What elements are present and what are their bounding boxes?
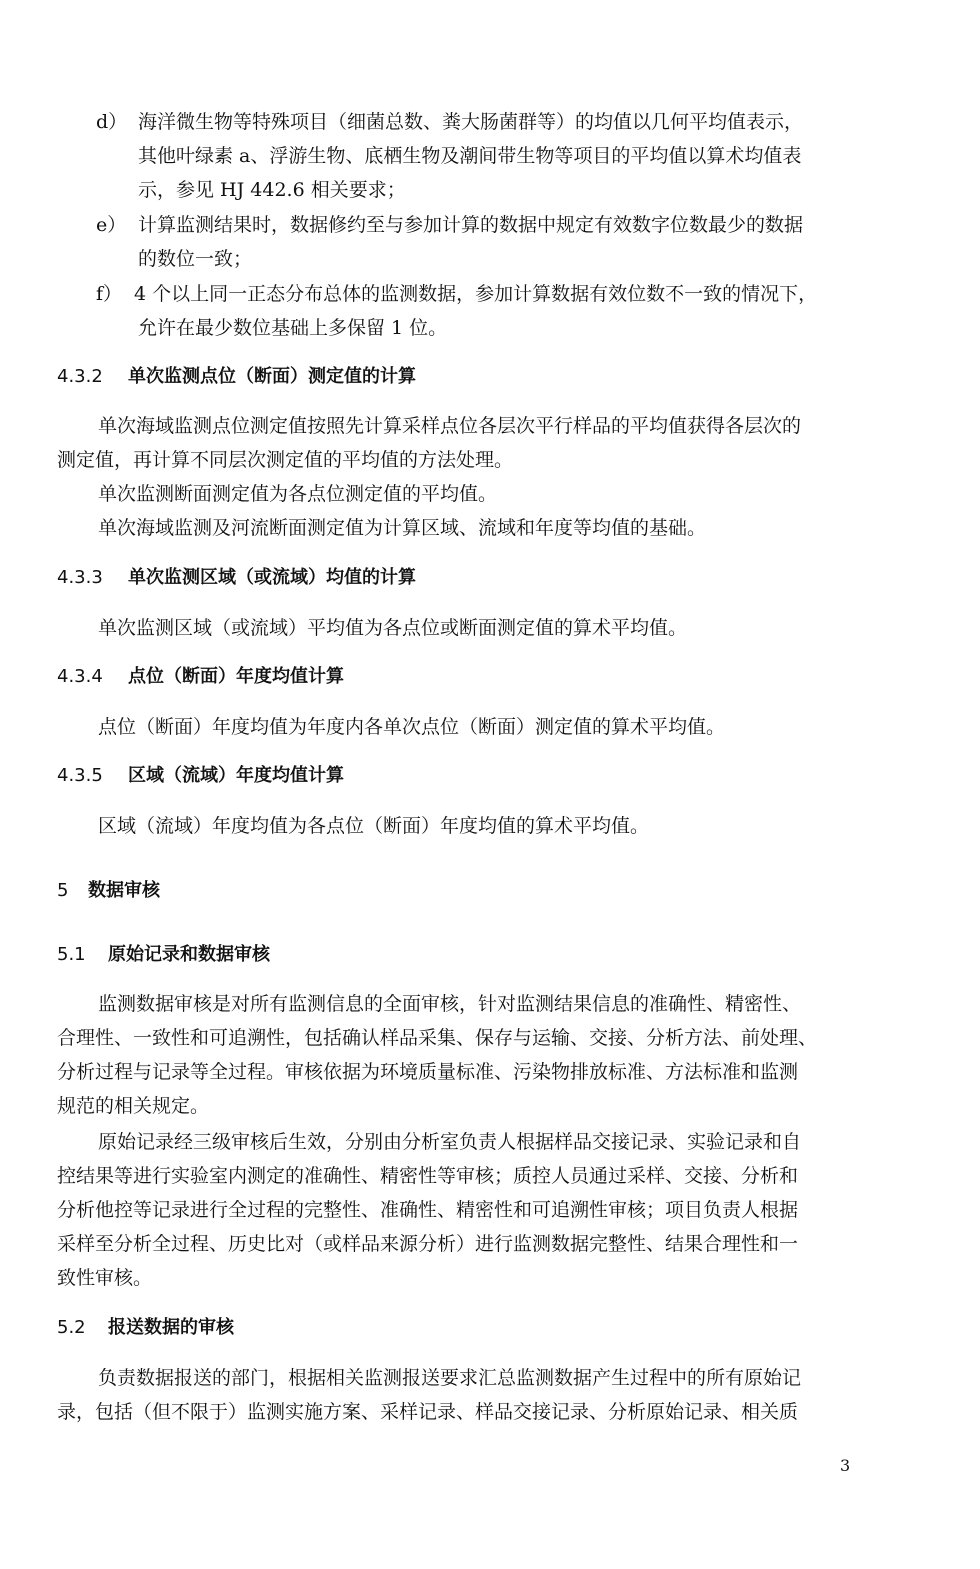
paragraph-line: 区域（流域）年度均值为各点位（断面）年度均值的算术平均值。 [98,815,650,837]
paragraph-line: 控结果等进行实验室内测定的准确性、精密性等审核；质控人员通过采样、交接、分析和 [57,1165,799,1187]
list-item-e-line-1: 计算监测结果时，数据修约至与参加计算的数据中规定有效数字位数最少的数据 [138,214,804,236]
section-heading-4-3-2 [57,362,416,392]
paragraph-line: 致性审核。 [57,1267,153,1289]
section-heading-5-2 [57,1313,234,1343]
paragraph-line: 点位（断面）年度均值为年度内各单次点位（断面）测定值的算术平均值。 [98,716,726,738]
section-title: 区域（流域）年度均值计算 [128,765,344,786]
chapter-number: 5 [57,880,69,901]
paragraph-line: 原始记录经三级审核后生效，分别由分析室负责人根据样品交接记录、实验记录和自 [98,1131,802,1153]
page-number: 3 [840,1456,851,1475]
paragraph-line: 合理性、一致性和可追溯性，包括确认样品采集、保存与运输、交接、分析方法、前处理、 [57,1027,818,1049]
section-heading-4-3-3 [57,563,416,593]
paragraph-line: 单次监测区域（或流域）平均值为各点位或断面测定值的算术平均值。 [98,617,688,639]
paragraph-line: 测定值，再计算不同层次测定值的平均值的方法处理。 [57,449,514,471]
section-number: 4.3.4 [57,666,103,687]
list-item-d-line-1: 海洋微生物等特殊项目（细菌总数、粪大肠菌群等）的均值以几何平均值表示， [138,111,804,133]
section-number: 5.2 [57,1317,86,1338]
section-number: 4.3.2 [57,366,103,387]
paragraph-line: 单次监测断面测定值为各点位测定值的平均值。 [98,483,498,505]
paragraph-line: 录，包括（但不限于）监测实施方案、采样记录、样品交接记录、分析原始记录、相关质 [57,1401,799,1423]
chapter-heading-5 [57,876,160,906]
section-title: 单次监测区域（或流域）均值的计算 [128,567,416,588]
section-heading-4-3-5 [57,761,344,791]
paragraph-line: 单次海域监测点位测定值按照先计算采样点位各层次平行样品的平均值获得各层次的 [98,415,802,437]
section-number: 5.1 [57,944,86,965]
paragraph-line: 分析过程与记录等全过程。审核依据为环境质量标准、污染物排放标准、方法标准和监测 [57,1061,799,1083]
paragraph-line: 单次海域监测及河流断面测定值为计算区域、流域和年度等均值的基础。 [98,517,707,539]
paragraph-line: 分析他控等记录进行全过程的完整性、准确性、精密性和可追溯性审核；项目负责人根据 [57,1199,799,1221]
list-item-f-line-1: 4 个以上同一正态分布总体的监测数据，参加计算数据有效位数不一致的情况下， [134,283,818,305]
list-item-d-line-3: 示，参见 HJ 442.6 相关要求； [138,179,406,201]
paragraph-line: 规范的相关规定。 [57,1095,210,1117]
section-heading-4-3-4 [57,662,344,692]
list-item-d-line-2: 其他叶绿素 a、浮游生物、底栖生物及潮间带生物等项目的平均值以算术均值表 [138,145,802,167]
list-item-e-line-2: 的数位一致； [138,248,253,270]
chapter-title: 数据审核 [88,880,160,901]
section-title: 点位（断面）年度均值计算 [128,666,344,687]
paragraph-line: 采样至分析全过程、历史比对（或样品来源分析）进行监测数据完整性、结果合理性和一 [57,1233,799,1255]
paragraph-line: 负责数据报送的部门，根据相关监测报送要求汇总监测数据产生过程中的所有原始记 [98,1367,802,1389]
paragraph-line: 监测数据审核是对所有监测信息的全面审核，针对监测结果信息的准确性、精密性、 [98,993,802,1015]
section-title: 单次监测点位（断面）测定值的计算 [128,366,416,387]
section-number: 4.3.3 [57,567,103,588]
section-number: 4.3.5 [57,765,103,786]
list-item-f-line-2: 允许在最少数位基础上多保留 1 位。 [138,317,448,339]
section-heading-5-1 [57,940,270,970]
list-marker-d: d） [96,111,128,133]
section-title: 原始记录和数据审核 [108,944,270,965]
list-marker-e: e） [96,214,127,236]
section-title: 报送数据的审核 [108,1317,234,1338]
list-marker-f: f） [96,283,123,305]
